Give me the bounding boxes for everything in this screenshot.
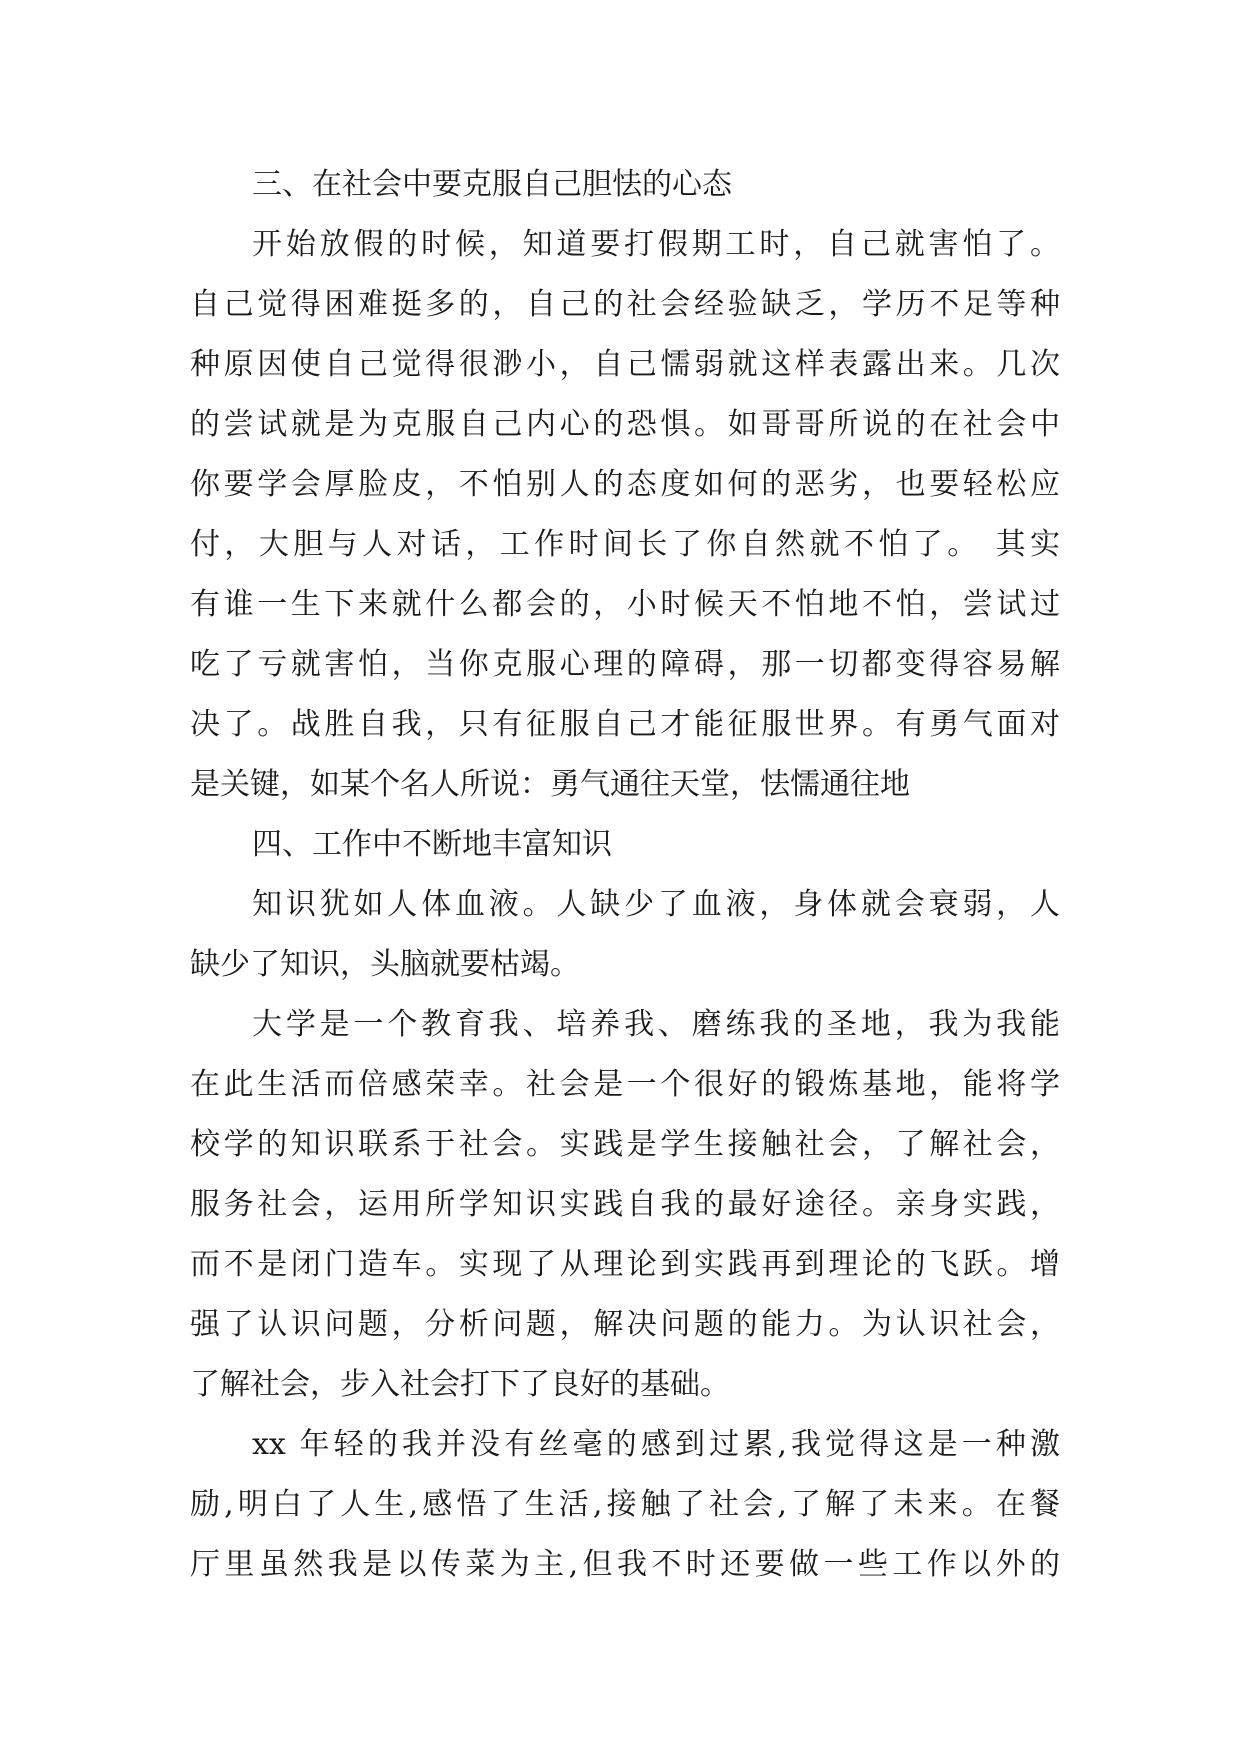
section-heading-3: 三、在社会中要克服自己胆怯的心态	[252, 167, 732, 202]
section-heading-4: 四、工作中不断地丰富知识	[252, 827, 612, 862]
paragraph-line: 而不是闭门造车。实现了从理论到实践再到理论的飞跃。增	[190, 1247, 1060, 1282]
paragraph-line: 强了认识问题，分析问题，解决问题的能力。为认识社会，	[190, 1307, 1060, 1342]
paragraph-line: 在此生活而倍感荣幸。社会是一个很好的锻炼基地，能将学	[190, 1067, 1060, 1102]
paragraph-line: 自己觉得困难挺多的，自己的社会经验缺乏，学历不足等种	[190, 287, 1060, 322]
paragraph-line: 了解社会，步入社会打下了良好的基础。	[190, 1367, 730, 1402]
paragraph-line: 是关键，如某个名人所说：勇气通往天堂，怯懦通往地	[190, 767, 910, 802]
paragraph-line: 种原因使自己觉得很渺小，自己懦弱就这样表露出来。几次	[190, 347, 1060, 382]
paragraph-line: 开始放假的时候，知道要打假期工时，自己就害怕了。	[252, 227, 1060, 262]
paragraph-line: 缺少了知识，头脑就要枯竭。	[190, 947, 580, 982]
paragraph-line: 知识犹如人体血液。人缺少了血液，身体就会衰弱，人	[252, 887, 1060, 922]
paragraph-line: 服务社会，运用所学知识实践自我的最好途径。亲身实践，	[190, 1187, 1060, 1222]
paragraph-line: 励,明白了人生,感悟了生活,接触了社会,了解了未来。在餐	[190, 1487, 1060, 1522]
paragraph-line: 决了。战胜自我，只有征服自己才能征服世界。有勇气面对	[190, 707, 1060, 742]
paragraph-line: 付，大胆与人对话，工作时间长了你自然就不怕了。 其实	[190, 527, 1060, 562]
paragraph-line: 你要学会厚脸皮，不怕别人的态度如何的恶劣，也要轻松应	[190, 467, 1060, 502]
paragraph-line: 大学是一个教育我、培养我、磨练我的圣地，我为我能	[252, 1007, 1060, 1042]
paragraph-line: 厅里虽然我是以传菜为主,但我不时还要做一些工作以外的	[190, 1547, 1060, 1582]
paragraph-line: 校学的知识联系于社会。实践是学生接触社会，了解社会，	[190, 1127, 1060, 1162]
paragraph-line: xx 年轻的我并没有丝毫的感到过累,我觉得这是一种激	[252, 1427, 1060, 1462]
paragraph-line: 有谁一生下来就什么都会的，小时候天不怕地不怕，尝试过	[190, 587, 1060, 622]
paragraph-line: 的尝试就是为克服自己内心的恐惧。如哥哥所说的在社会中	[190, 407, 1060, 442]
paragraph-line: 吃了亏就害怕，当你克服心理的障碍，那一切都变得容易解	[190, 647, 1060, 682]
